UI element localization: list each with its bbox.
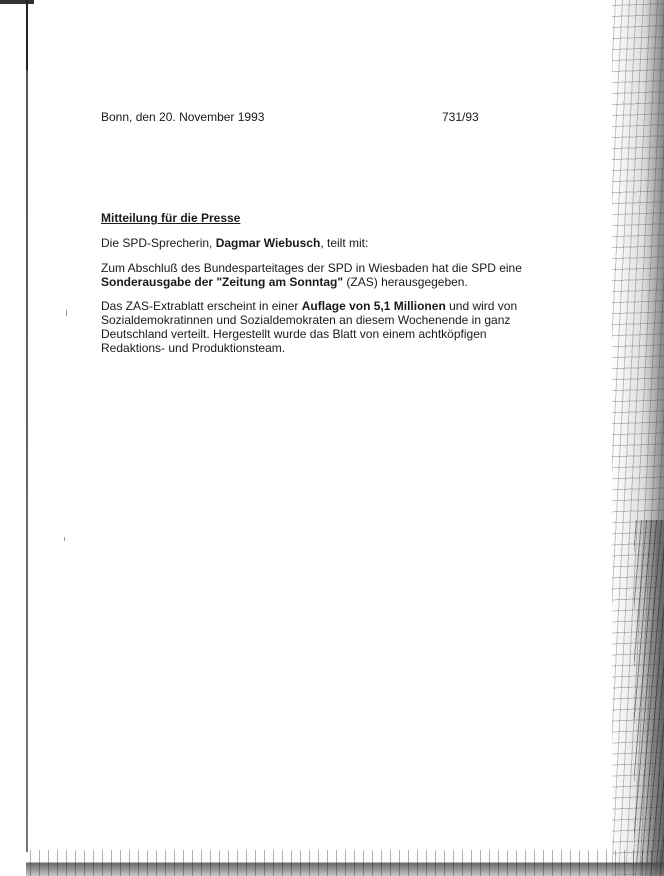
text-segment: Das ZAS-Extrablatt erscheint in einer <box>101 299 302 313</box>
document-number: 731/93 <box>442 110 479 124</box>
special-edition-name: Sonderausgabe der "Zeitung am Sonntag" <box>101 275 344 289</box>
text-segment: und wird von Sozialdemokratinnen und Sozialdemokraten an diesem Wochenende in ganz Deutschland verteilt. Hergestellt wurde das Blatt von einem achtköpfigen Redaktions- und Produktionsteam. <box>101 299 518 355</box>
text-segment: (ZAS) herausgegeben. <box>343 275 468 289</box>
place-date: Bonn, den 20. November 1993 <box>101 110 265 124</box>
scan-speck <box>66 310 67 316</box>
press-release-title: Mitteilung für die Presse <box>101 211 241 225</box>
scan-edge-left <box>26 0 28 852</box>
circulation-figure: Auflage von 5,1 Millionen <box>301 299 446 313</box>
paragraph-spokesperson <box>101 236 541 250</box>
spokesperson-name: Dagmar Wiebusch <box>215 236 321 250</box>
scan-edge-right-shadow <box>634 520 664 876</box>
text-segment: Die SPD-Sprecherin, <box>101 236 216 250</box>
text-segment: Zum Abschluß des Bundesparteitages der SPD in Wiesbaden hat die SPD eine <box>101 261 522 275</box>
text-segment: , teilt mit: <box>320 236 369 250</box>
scan-speck <box>64 537 65 541</box>
paragraph-special-edition <box>101 261 541 289</box>
scan-edge-top <box>0 0 34 4</box>
scan-edge-bottom <box>26 850 664 876</box>
paragraph-circulation <box>101 299 541 355</box>
